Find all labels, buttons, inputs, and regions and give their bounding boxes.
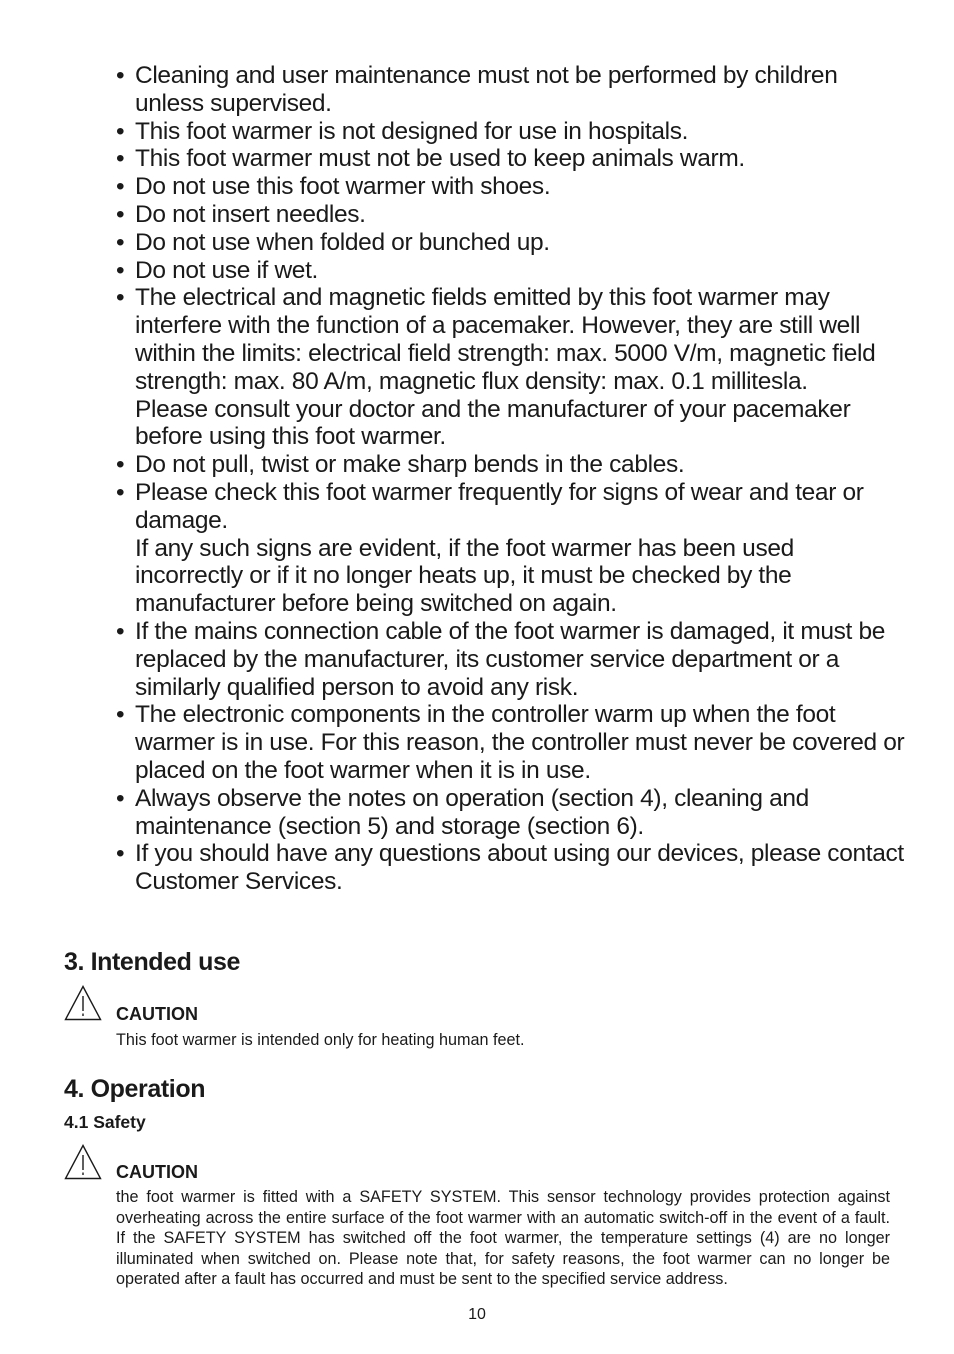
bullet-text: Do not use if wet. xyxy=(135,256,318,284)
bullet-item xyxy=(116,173,906,201)
bullet-text: This foot warmer must not be used to keep animals warm. xyxy=(135,145,745,173)
bullet-text: The electrical and magnetic fields emitted by this foot warmer may interfere with the function of a pacemaker. However, they are still well within the limits: electrical field strength: max. 5000 V/m, magnetic field strength: max. 80 A/m, magnetic flux density: max. 0.1 millitesla. xyxy=(135,284,876,395)
bullet-marker: • xyxy=(116,228,125,256)
bullet-marker: • xyxy=(116,701,125,729)
bullet-item xyxy=(116,451,906,479)
bullet-item xyxy=(116,257,906,285)
bullet-text: If the mains connection cable of the foot warmer is damaged, it must be replaced by the manufacturer, its customer service department or a similarly qualified person to avoid any risk. xyxy=(135,617,886,701)
safety-bullet-list xyxy=(116,62,906,896)
bullet-marker: • xyxy=(116,62,125,89)
bullet-marker: • xyxy=(116,617,125,645)
bullet-marker: • xyxy=(116,117,125,145)
bullet-text: Please consult your doctor and the manufacturer of your pacemaker before using this foot warmer. xyxy=(135,395,851,451)
bullet-marker: • xyxy=(116,784,125,812)
bullet-item xyxy=(116,229,906,257)
bullet-item xyxy=(116,618,906,701)
warning-triangle-icon xyxy=(64,985,102,1021)
bullet-item xyxy=(116,479,906,618)
intended-use-caution-text: This foot warmer is intended only for heating human feet. xyxy=(116,1031,525,1049)
bullet-text: Always observe the notes on operation (section 4), cleaning and maintenance (section 5) and storage (section 6). xyxy=(135,784,809,840)
bullet-text: Do not use when folded or bunched up. xyxy=(135,228,550,256)
caution-label: CAUTION xyxy=(116,1004,198,1024)
bullet-text: The electronic components in the controller warm up when the foot warmer is in use. For this reason, the controller must never be covered or placed on the foot warmer when it is in use. xyxy=(135,701,905,784)
bullet-item xyxy=(116,785,906,841)
bullet-item xyxy=(116,62,906,118)
bullet-marker: • xyxy=(116,284,125,312)
bullet-marker: • xyxy=(116,256,125,284)
bullet-item xyxy=(116,284,906,451)
warning-triangle-icon xyxy=(64,1144,102,1180)
bullet-text: Please check this foot warmer frequently for signs of wear and tear or damage. xyxy=(135,478,864,534)
bullet-text: If you should have any questions about using our devices, please contact Customer Services. xyxy=(135,840,904,896)
operation-heading: 4. Operation xyxy=(64,1075,206,1103)
bullet-item xyxy=(116,118,906,146)
intended-use-heading: 3. Intended use xyxy=(64,948,240,976)
bullet-item xyxy=(116,840,906,896)
bullet-text: Do not use this foot warmer with shoes. xyxy=(135,173,551,201)
bullet-marker: • xyxy=(116,840,125,868)
bullet-item xyxy=(116,201,906,229)
bullet-text: Do not insert needles. xyxy=(135,200,366,228)
bullet-marker: • xyxy=(116,478,125,506)
safety-subheading: 4.1 Safety xyxy=(64,1112,146,1132)
bullet-item xyxy=(116,701,906,784)
bullet-text: This foot warmer is not designed for use in hospitals. xyxy=(135,117,689,145)
bullet-marker: • xyxy=(116,145,125,173)
bullet-text: Do not pull, twist or make sharp bends in the cables. xyxy=(135,451,685,479)
caution-label: CAUTION xyxy=(116,1162,198,1182)
bullet-text: Cleaning and user maintenance must not be performed by children unless supervised. xyxy=(135,62,838,117)
safety-caution-text: the foot warmer is fitted with a SAFETY SYSTEM. This sensor technology provides protection against overheating across the entire surface of the foot warmer with an automatic switch-off in the event of a fault. If the SAFETY SYSTEM has switched off the foot warmer, the temperature settings (4) are no longer illuminated when switched on. Please note that, for safety reasons, the foot warmer can no longer be operated after a fault has occurred and must be sent to the specified service address. xyxy=(116,1188,890,1289)
bullet-text: If any such signs are evident, if the foot warmer has been used incorrectly or if it no longer heats up, it must be checked by the manufacturer before being switched on again. xyxy=(135,534,794,618)
bullet-item xyxy=(116,145,906,173)
bullet-marker: • xyxy=(116,451,125,479)
bullet-marker: • xyxy=(116,173,125,201)
bullet-marker: • xyxy=(116,200,125,228)
page-number: 10 xyxy=(468,1306,486,1323)
